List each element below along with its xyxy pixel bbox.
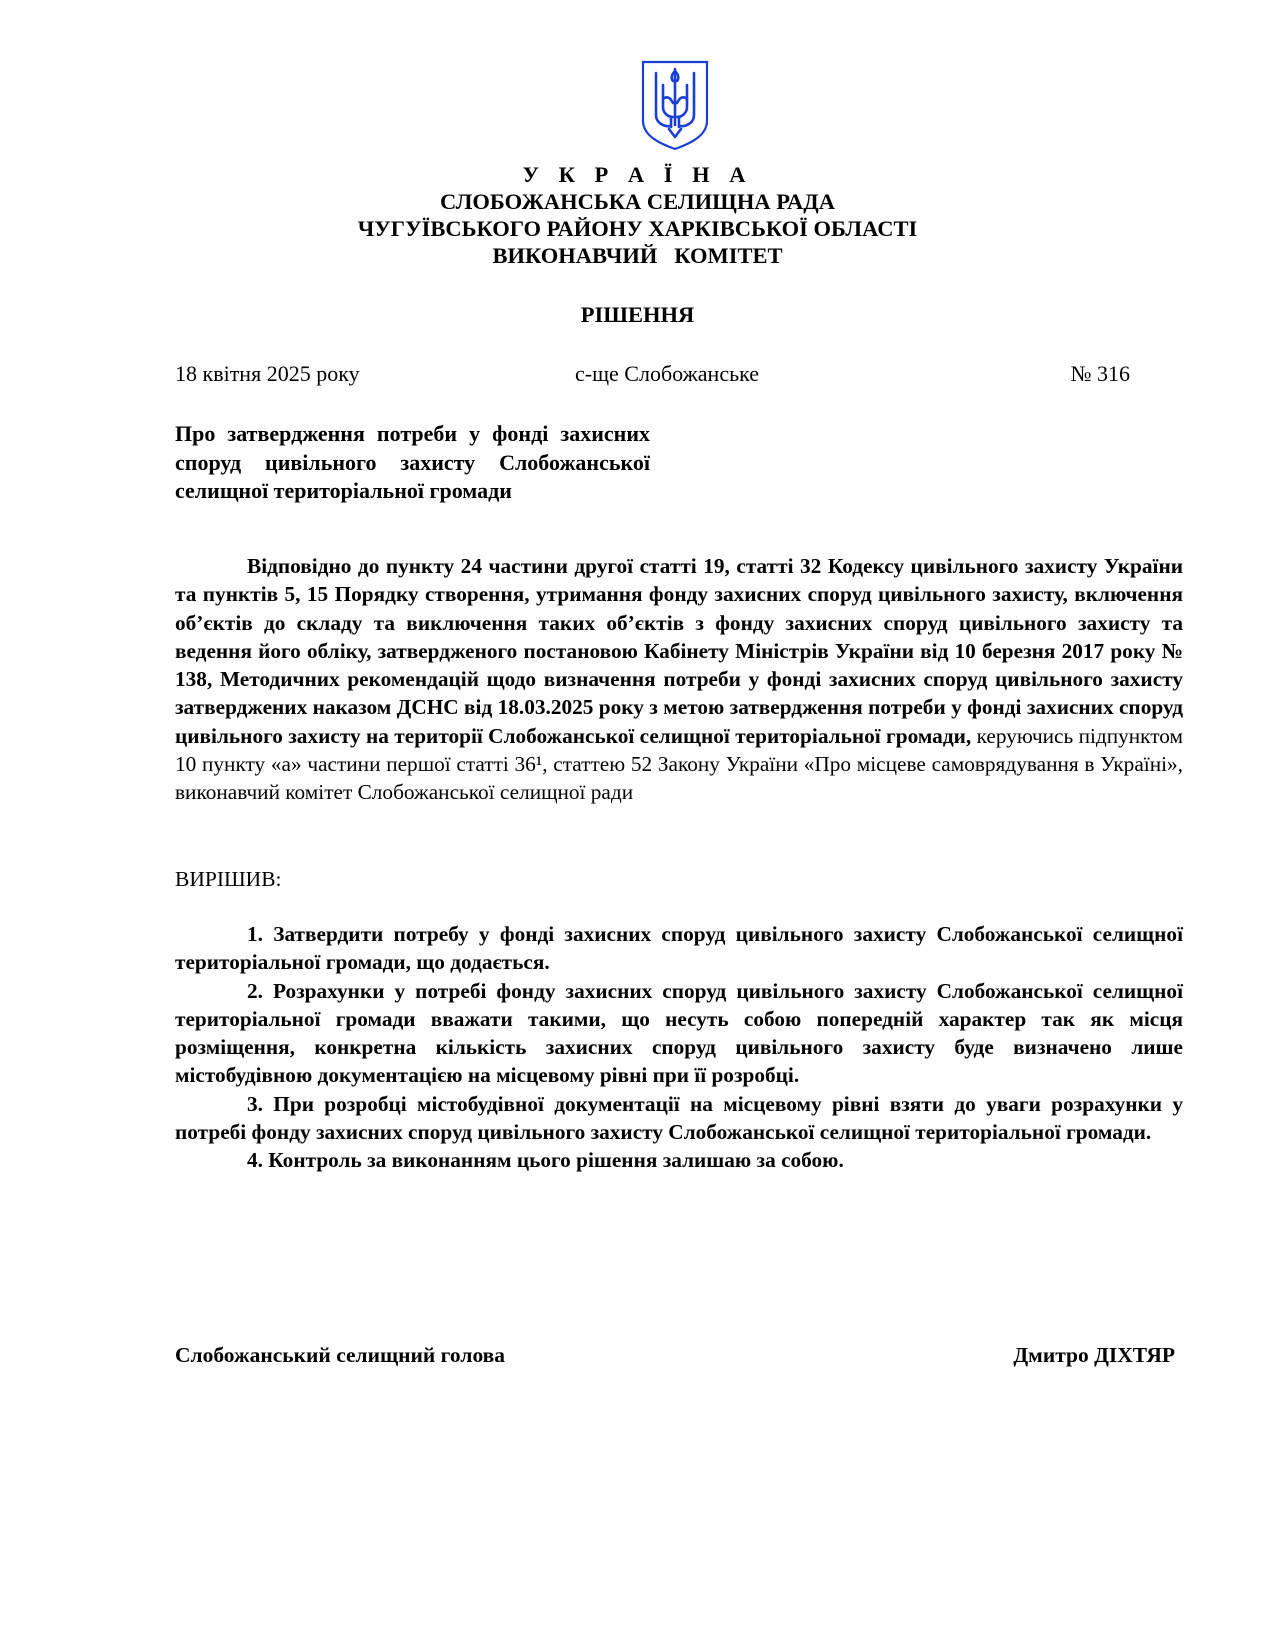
committee-name: ВИКОНАВЧИЙ КОМІТЕТ	[492, 243, 783, 268]
document-number: № 316	[1070, 361, 1130, 386]
preamble-bold-text: Відповідно до пункту 24 частини другої статті 19, статті 32 Кодексу цивільного захисту України та пунктів 5, 15 Порядку створення, утримання фонду захисних споруд цивільного захисту, включення об’єктів до складу та виключення таких об’єктів з фонду захисних споруд цивільного захисту та ведення його обліку, затвердженого постановою Кабінету Міністрів України від 10 березня 2017 року № 138, Методичних рекомендацій щодо визначення потреби у фонді захисних споруд цивільного захисту затверджених наказом ДСНС від 18.03.2025 року з метою затвердження потреби у фонді захисних споруд цивільного захисту на території Слобожанської селищної територіальної громади,	[175, 554, 1183, 748]
document-place: с-ще Слобожанське	[575, 361, 760, 386]
document-subject: Про затвердження потреби у фонді захисних споруд цивільного захисту Слобожанської селищної територіальної громади	[175, 421, 650, 503]
document-meta	[175, 361, 1130, 391]
resolution-item-4: 4. Контроль за виконанням цього рішення залишаю за собою.	[247, 1148, 844, 1173]
resolution-item-3: 3. При розробці містобудівної документації на місцевому рівні взяти до уваги розрахунки у потребі фонду захисних споруд цивільного захисту Слобожанської селищної територіальної громади.	[175, 1091, 1183, 1145]
district-name: ЧУГУЇВСЬКОГО РАЙОНУ ХАРКІВСЬКОЇ ОБЛАСТІ	[357, 216, 918, 241]
document-header	[0, 161, 1275, 269]
council-name: СЛОБОЖАНСЬКА СЕЛИЩНА РАДА	[439, 189, 836, 214]
document-date: 18 квітня 2025 року	[175, 361, 360, 386]
resolution-item-1: 1. Затвердити потребу у фонді захисних споруд цивільного захисту Слобожанської селищної територіальної громади, що додається.	[175, 922, 1183, 975]
document-type: РІШЕННЯ	[580, 302, 695, 327]
country-name: У К Р А Ї Н А	[522, 162, 753, 187]
resolution-items	[175, 920, 1183, 1175]
resolved-label: ВИРІШИВ:	[175, 867, 282, 891]
preamble-regular-text: керуючись підпунктом 10 пункту «а» частини першої статті 36¹, статтею 52 Закону України «Про місцеве самоврядування в Україні», виконавчий комітет Слобожанської селищної ради	[175, 723, 1183, 805]
resolution-item-2: 2. Розрахунки у потребі фонду захисних споруд цивільного захисту Слобожанської селищної територіальної громади вважати такими, що несуть собою попередній характер так як місця розміщення, конкретна кількість захисних споруд цивільного захисту буде визначено лише містобудівною документацією на місцевому рівні при її розробці.	[175, 978, 1183, 1088]
signatory-title: Слобожанський селищний голова	[175, 1343, 506, 1367]
signatory-name: Дмитро ДІХТЯР	[1013, 1343, 1175, 1367]
coat-of-arms-icon	[640, 59, 710, 151]
preamble-paragraph	[175, 552, 1183, 807]
